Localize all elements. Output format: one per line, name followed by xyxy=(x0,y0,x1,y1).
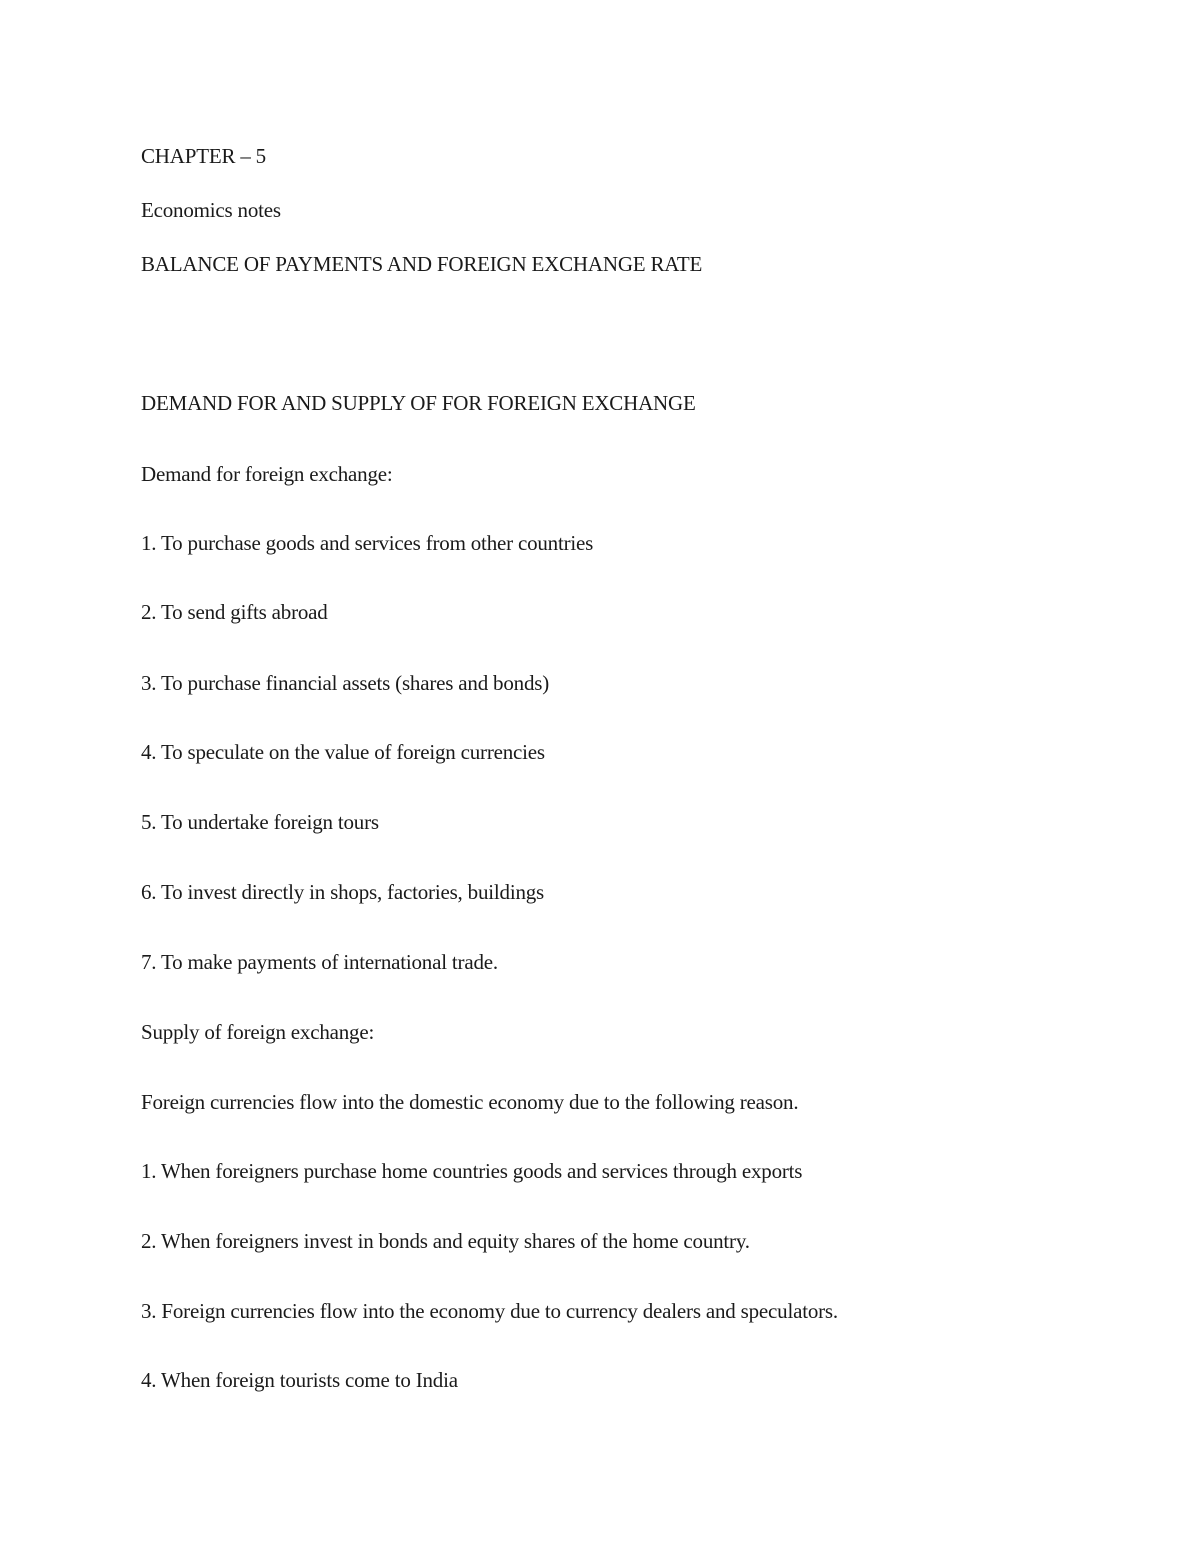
supply-heading: Supply of foreign exchange: xyxy=(141,1020,375,1044)
demand-item: 4. To speculate on the value of foreign currencies xyxy=(141,740,545,764)
demand-heading: Demand for foreign exchange: xyxy=(141,462,393,486)
demand-item: 7. To make payments of international trade. xyxy=(141,950,498,974)
supply-item: 4. When foreign tourists come to India xyxy=(141,1368,458,1392)
demand-item: 5. To undertake foreign tours xyxy=(141,810,379,834)
demand-item: 6. To invest directly in shops, factories, buildings xyxy=(141,880,545,904)
document-subtitle: Economics notes xyxy=(141,198,281,222)
supply-intro: Foreign currencies flow into the domestic economy due to the following reason. xyxy=(141,1090,799,1114)
supply-item: 2. When foreigners invest in bonds and equity shares of the home country. xyxy=(141,1229,750,1253)
demand-item: 2. To send gifts abroad xyxy=(141,600,328,624)
supply-item: 3. Foreign currencies flow into the economy due to currency dealers and speculators. xyxy=(141,1299,838,1323)
document-title: BALANCE OF PAYMENTS AND FOREIGN EXCHANGE RATE xyxy=(141,252,703,276)
chapter-label: CHAPTER – 5 xyxy=(141,144,266,168)
demand-item: 1. To purchase goods and services from other countries xyxy=(141,531,594,555)
demand-item: 3. To purchase financial assets (shares and bonds) xyxy=(141,671,550,695)
supply-item: 1. When foreigners purchase home countries goods and services through exports xyxy=(141,1159,803,1183)
section-heading: DEMAND FOR AND SUPPLY OF FOR FOREIGN EXCHANGE xyxy=(141,391,696,415)
